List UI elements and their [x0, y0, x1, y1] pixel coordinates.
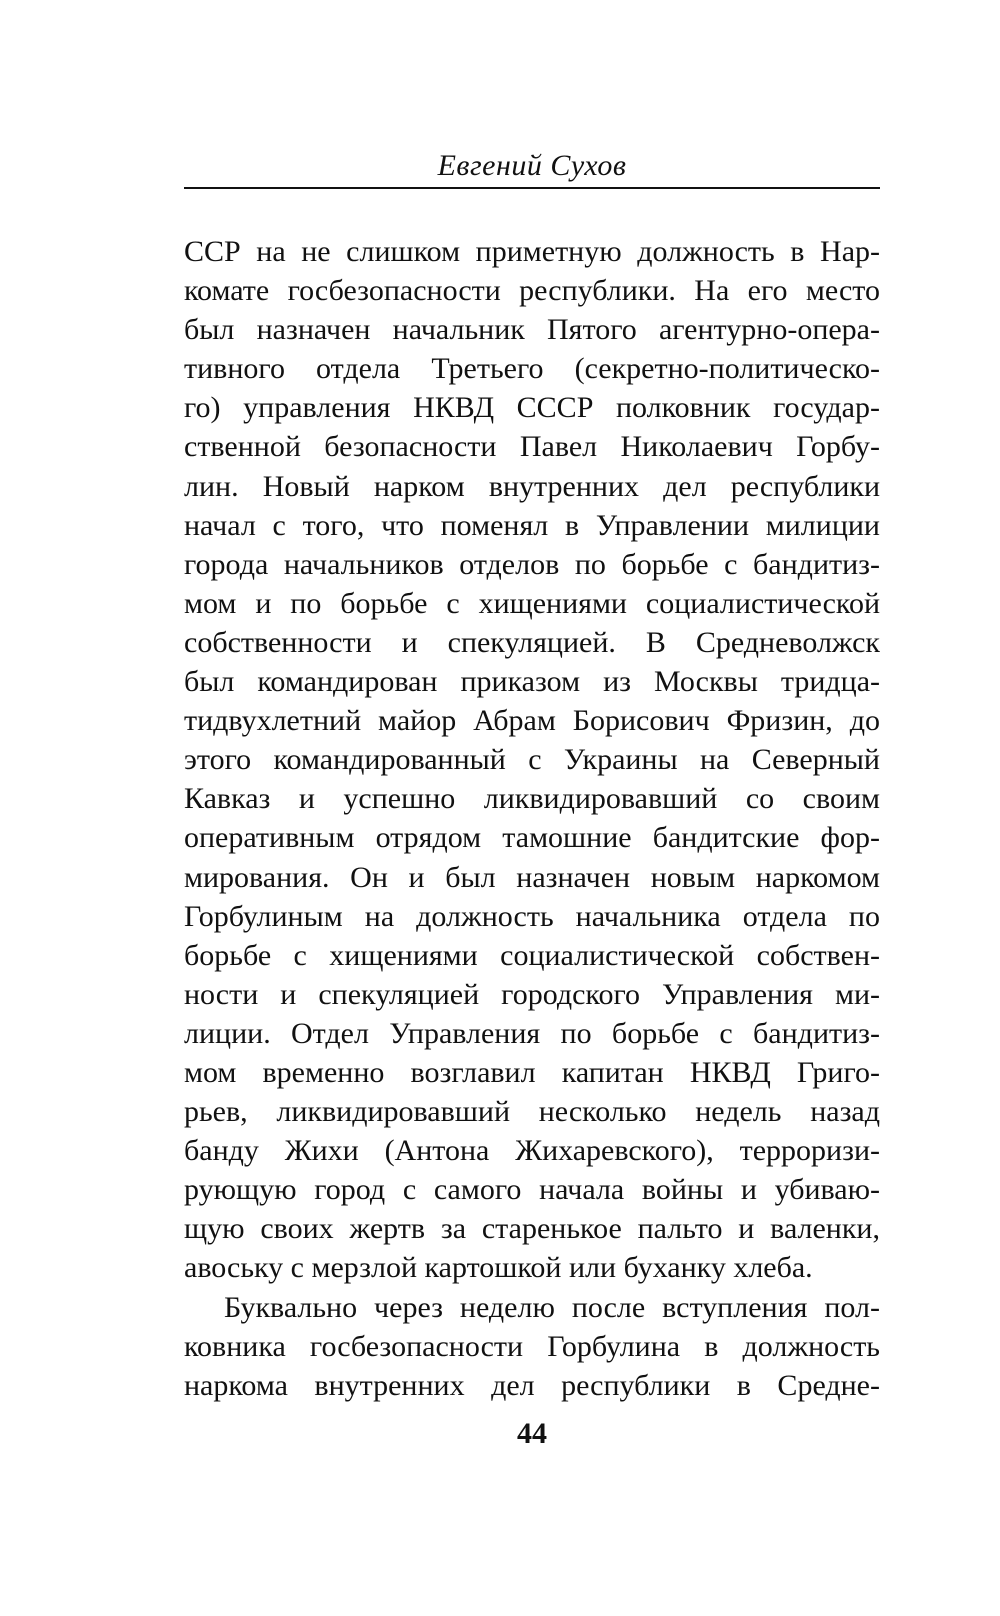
text-line: Горбулиным на должность начальника отдела по: [184, 899, 880, 933]
paragraph-first-line: Буквально через неделю после вступления пол-: [224, 1290, 880, 1324]
text-line: го) управления НКВД СССР полковник государ-: [184, 391, 880, 425]
text-line: тивного отдела Третьего (секретно-политическо-: [184, 352, 880, 386]
text-line: был назначен начальник Пятого агентурно-опера-: [184, 313, 880, 347]
body-text: [184, 232, 880, 1405]
text-line: ственной безопасности Павел Николаевич Горбу-: [184, 430, 880, 464]
header-rule: [184, 187, 880, 189]
text-line: Кавказ и успешно ликвидировавший со своим: [184, 782, 880, 816]
text-line: собственности и спекуляцией. В Средневолжск: [184, 625, 880, 659]
running-head: Евгений Сухов: [437, 149, 627, 182]
text-line: мом временно возглавил капитан НКВД Григо-: [184, 1055, 880, 1089]
text-line: лиции. Отдел Управления по борьбе с бандитиз-: [184, 1016, 880, 1050]
text-line: этого командированный с Украины на Северный: [184, 743, 880, 777]
text-line: города начальников отделов по борьбе с бандитиз-: [184, 547, 880, 581]
text-line: мирования. Он и был назначен новым наркомом: [184, 860, 880, 894]
page-number: 44: [517, 1417, 547, 1450]
text-line: рующую город с самого начала войны и убиваю-: [184, 1173, 880, 1207]
text-line: начал с того, что поменял в Управлении милиции: [184, 508, 880, 542]
text-line: ности и спекуляцией городского Управления ми-: [184, 977, 880, 1011]
text-line: щую своих жертв за старенькое пальто и валенки,: [184, 1212, 880, 1246]
text-line: был командирован приказом из Москвы тридца-: [184, 665, 880, 699]
text-line: ССР на не слишком приметную должность в Нар-: [184, 235, 880, 268]
text-line: лин. Новый нарком внутренних дел республики: [184, 469, 880, 503]
text-line: банду Жихи (Антона Жихаревского), терроризи-: [184, 1134, 880, 1168]
text-line: комате госбезопасности республики. На его место: [184, 274, 880, 308]
text-line: рьев, ликвидировавший несколько недель назад: [184, 1095, 880, 1129]
text-line: тидвухлетний майор Абрам Борисович Фризин, до: [184, 704, 880, 738]
text-line: ковника госбезопасности Горбулина в должность: [184, 1329, 880, 1363]
text-line: борьбе с хищениями социалистической собствен-: [184, 938, 880, 972]
paragraph-last-line: авоську с мерзлой картошкой или буханку хлеба.: [184, 1251, 813, 1285]
text-line: мом и по борьбе с хищениями социалистической: [184, 586, 880, 620]
text-line: оперативным отрядом тамошние бандитские фор-: [184, 821, 880, 855]
text-line: наркома внутренних дел республики в Средне-: [184, 1368, 880, 1402]
